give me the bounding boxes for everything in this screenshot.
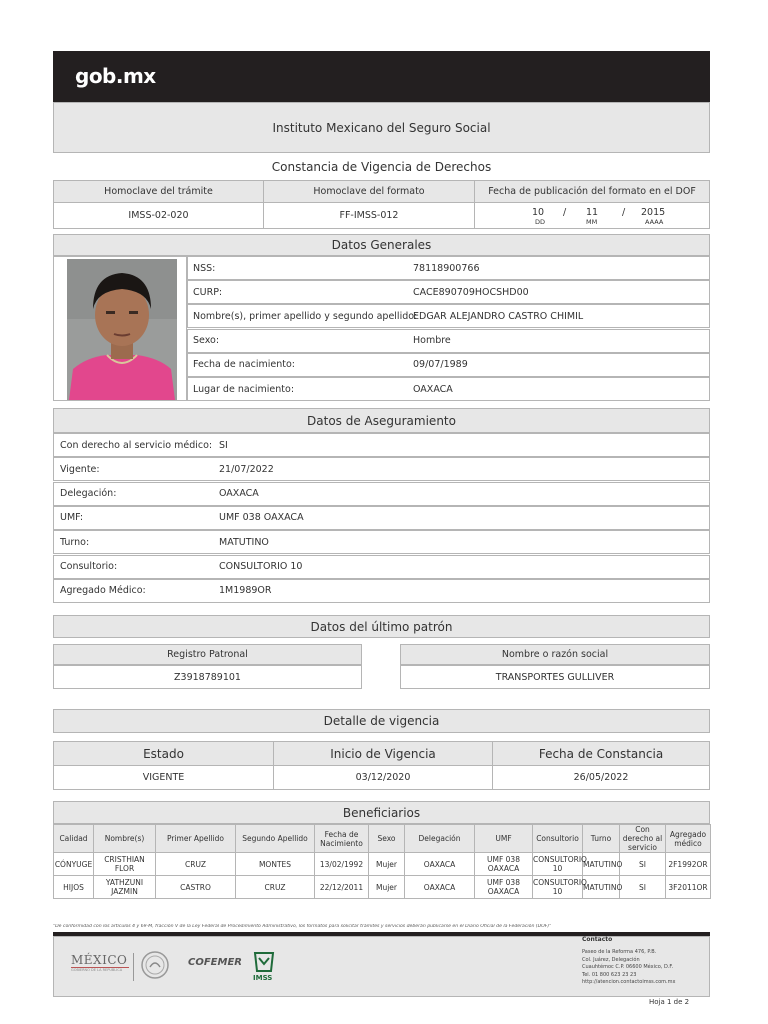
aseguramiento-row <box>53 530 710 554</box>
table-cell: CRUZ <box>236 876 315 899</box>
cofemer-logo: COFEMER <box>188 957 242 968</box>
table-cell: UMF 038 OAXACA <box>475 876 533 899</box>
field-label: Nombre(s), primer apellido y segundo apellido: <box>193 310 418 322</box>
vigencia-header-inicio: Inicio de Vigencia <box>274 742 493 766</box>
table-cell: CASTRO <box>156 876 236 899</box>
beneficiarios-column-header: Primer Apellido <box>156 825 236 853</box>
aseguramiento-row <box>53 579 710 603</box>
datos-generales-row <box>187 256 710 280</box>
section-beneficiarios: Beneficiarios <box>53 801 710 824</box>
beneficiarios-column-header: Con derecho al servicio <box>620 825 666 853</box>
field-label: Lugar de nacimiento: <box>193 383 295 395</box>
homoclave-tramite-value: IMSS-02-020 <box>54 203 264 229</box>
registro-patronal-value: Z3918789101 <box>53 665 362 689</box>
page-number: Hoja 1 de 2 <box>649 998 690 1006</box>
contact-lines <box>582 949 675 987</box>
field-label: Vigente: <box>60 463 100 475</box>
beneficiarios-column-header: Sexo <box>369 825 405 853</box>
beneficiarios-column-header: Calidad <box>54 825 94 853</box>
section-ultimo-patron: Datos del último patrón <box>53 615 710 638</box>
contact-line: Paseo de la Reforma 476, P.B. <box>582 949 657 955</box>
field-value: 78118900766 <box>413 262 480 274</box>
date-sep-1: / <box>563 206 567 218</box>
field-label: Delegación: <box>60 488 117 500</box>
logo-divider <box>133 953 134 981</box>
mexico-logo-text: MÉXICO <box>71 953 128 967</box>
table-cell: HIJOS <box>54 876 94 899</box>
fecha-publicacion-value <box>475 203 710 229</box>
date-dd: 10 <box>532 206 545 218</box>
vigencia-header-fecha: Fecha de Constancia <box>493 742 710 766</box>
beneficiarios-table <box>53 824 711 899</box>
homoclave-formato-value: FF-IMSS-012 <box>264 203 475 229</box>
table-cell: OAXACA <box>405 876 475 899</box>
razon-social-value: TRANSPORTES GULLIVER <box>400 665 710 689</box>
contact-title: Contacto <box>582 936 613 943</box>
table-cell: MONTES <box>236 853 315 876</box>
field-value: OAXACA <box>413 383 453 395</box>
date-aaaa: 2015 <box>641 206 666 218</box>
vigencia-estado-value: VIGENTE <box>54 766 274 790</box>
mexico-logo-subtext: GOBIERNO DE LA REPÚBLICA <box>71 967 129 972</box>
field-value: CACE890709HOCSHD00 <box>413 286 529 298</box>
aseguramiento-row <box>53 555 710 579</box>
vigencia-inicio-value: 03/12/2020 <box>274 766 493 790</box>
aseguramiento-row <box>53 433 710 457</box>
document-title: Constancia de Vigencia de Derechos <box>271 160 492 174</box>
table-row <box>54 876 711 899</box>
legal-note: "De conformidad con los artículos 4 y 69-M, fracción V de la Ley Federal de Procedimiento Administrativo, los formatos para solicitar trámites y servicios deberán publicarse en el Diario Oficial de la Federación (DOF)" <box>53 924 552 929</box>
contact-line: Col. Juárez, Delegación <box>582 956 640 963</box>
tramite-table <box>53 180 710 229</box>
contact-line: http://atencion.contactoimss.com.mx <box>582 979 676 986</box>
date-aaaa-label: AAAA <box>645 217 664 226</box>
section-datos-aseguramiento: Datos de Aseguramiento <box>53 408 710 433</box>
section-datos-generales: Datos Generales <box>53 234 710 256</box>
registro-patronal-label: Registro Patronal <box>53 644 362 665</box>
date-mm-label: MM <box>586 217 598 226</box>
field-value: MATUTINO <box>219 536 269 548</box>
institute-name: Instituto Mexicano del Seguro Social <box>53 102 710 153</box>
beneficiarios-column-header: Nombre(s) <box>94 825 156 853</box>
table-cell: Mujer <box>369 876 405 899</box>
field-value: SI <box>219 439 228 451</box>
field-value: Hombre <box>413 335 451 347</box>
table-cell: Mujer <box>369 853 405 876</box>
table-cell: SI <box>620 876 666 899</box>
table-cell: CRUZ <box>156 853 236 876</box>
aseguramiento-row <box>53 506 710 530</box>
beneficiarios-column-header: Fecha de Nacimiento <box>315 825 369 853</box>
table-cell: CONSULTORIO 10 <box>533 853 583 876</box>
table-cell: 13/02/1992 <box>315 853 369 876</box>
beneficiarios-column-header: Turno <box>583 825 620 853</box>
header-fecha-publicacion: Fecha de publicación del formato en el DOF <box>475 181 710 203</box>
field-label: Sexo: <box>193 335 220 347</box>
photo-cell <box>53 256 187 401</box>
imss-eagle-icon <box>252 950 276 974</box>
vigencia-fecha-value: 26/05/2022 <box>493 766 710 790</box>
field-label: Consultorio: <box>60 561 118 572</box>
contact-line: Cuauhtémoc C.P. 06600 México, D.F. <box>582 964 674 971</box>
aseguramiento-row <box>53 482 710 506</box>
beneficiarios-column-header: Delegación <box>405 825 475 853</box>
field-value: 21/07/2022 <box>219 463 274 475</box>
table-cell: 22/12/2011 <box>315 876 369 899</box>
table-cell: SI <box>620 853 666 876</box>
table-row <box>54 853 711 876</box>
coat-of-arms-icon <box>140 950 170 980</box>
field-label: CURP: <box>193 286 223 298</box>
table-cell: UMF 038 OAXACA <box>475 853 533 876</box>
field-value: EDGAR ALEJANDRO CASTRO CHIMIL <box>413 310 584 322</box>
beneficiarios-column-header: UMF <box>475 825 533 853</box>
vigencia-header-estado: Estado <box>54 742 274 766</box>
field-label: Agregado Médico: <box>60 585 146 597</box>
table-cell: 2F1992OR <box>666 853 711 876</box>
table-cell: MATUTINO <box>583 853 620 876</box>
beneficiarios-header-row <box>54 825 711 853</box>
table-cell: CRISTHIAN FLOR <box>94 853 156 876</box>
table-cell: YATHZUNI JAZMIN <box>94 876 156 899</box>
beneficiarios-column-header: Consultorio <box>533 825 583 853</box>
datos-generales-row <box>187 304 710 328</box>
table-cell: 3F2011OR <box>666 876 711 899</box>
field-value: 1M1989OR <box>219 585 272 597</box>
field-label: Turno: <box>60 536 90 548</box>
field-label: Con derecho al servicio médico: <box>60 439 213 451</box>
contact-line: Tel. 01 800 623 23 23 <box>582 971 637 978</box>
table-cell: CONSULTORIO 10 <box>533 876 583 899</box>
field-value: 09/07/1989 <box>413 359 468 371</box>
table-cell: MATUTINO <box>583 876 620 899</box>
mexico-logo <box>71 953 129 972</box>
field-label: NSS: <box>193 262 216 274</box>
datos-generales-row <box>187 329 710 353</box>
date-sep-2: / <box>622 206 626 218</box>
section-detalle-vigencia: Detalle de vigencia <box>53 709 710 733</box>
field-label: UMF: <box>60 512 84 524</box>
date-mm: 11 <box>586 206 599 218</box>
table-cell: OAXACA <box>405 853 475 876</box>
field-value: OAXACA <box>219 488 259 500</box>
datos-generales-row <box>187 377 710 401</box>
top-header-bar <box>53 51 710 102</box>
field-label: Fecha de nacimiento: <box>193 359 295 371</box>
header-homoclave-tramite: Homoclave del trámite <box>54 181 264 203</box>
razon-social-label: Nombre o razón social <box>400 644 710 665</box>
beneficiarios-column-header: Segundo Apellido <box>236 825 315 853</box>
table-cell: CÓNYUGE <box>54 853 94 876</box>
datos-generales-row <box>187 280 710 304</box>
aseguramiento-row <box>53 457 710 481</box>
gobmx-logo: gob.mx <box>75 64 156 88</box>
vigencia-table <box>53 741 710 790</box>
person-photo <box>67 259 177 400</box>
date-dd-label: DD <box>535 217 546 226</box>
beneficiarios-column-header: Agregado médico <box>666 825 711 853</box>
imss-logo-text: IMSS <box>253 974 273 982</box>
field-value: CONSULTORIO 10 <box>219 561 303 572</box>
datos-generales-row <box>187 353 710 377</box>
field-value: UMF 038 OAXACA <box>219 512 304 524</box>
header-homoclave-formato: Homoclave del formato <box>264 181 475 203</box>
